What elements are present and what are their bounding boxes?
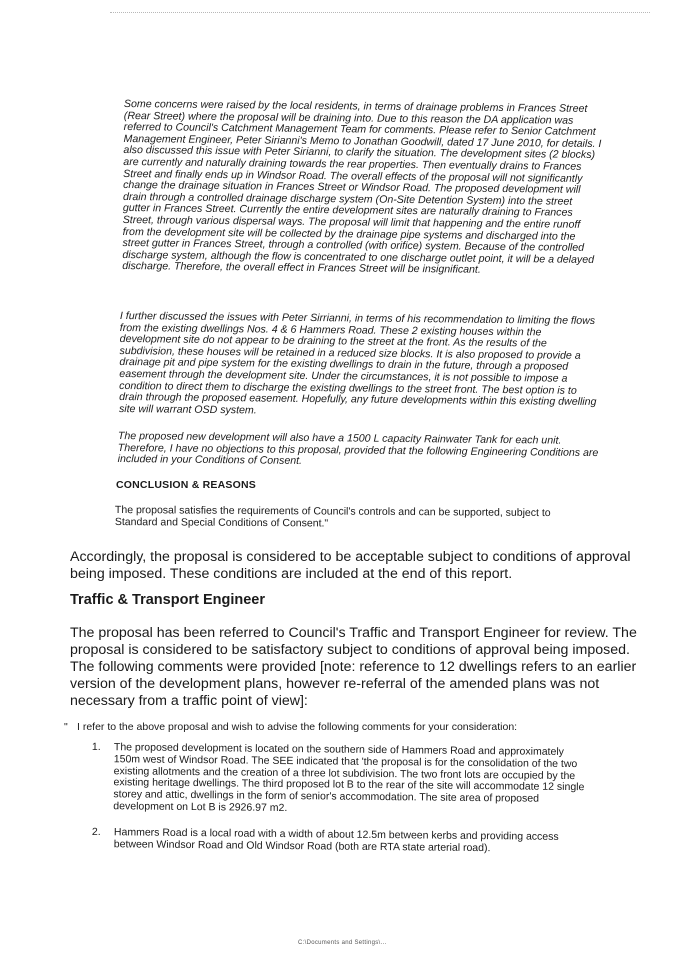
list-item [92, 827, 592, 856]
further-discussion-paragraph: I further discussed the issues with Peter Sirrianni, in terms of his recommendation to limiting the flows from the existing dwellings Nos. 4 & 6 Hammers Road. These 2 existing houses within the development site do not appear to be draining to the street at the front. As the results of the subdivision, these houses will be retained in a reduced size blocks. It is also proposed to provide a drainage pit and pipe system for the existing dwellings to drain in the future, through a proposed easement through the development site. Under the circumstances, it is not possible to impose a condition to direct them to discharge the existing dwellings to the street front. The best option is to drain through the proposed easement. Hopefully, any future developments within this existing dwelling site will warrant OSD system. [118, 310, 597, 417]
quote-intro-text: I refer to the above proposal and wish to advise the following comments for your consideration: [77, 721, 518, 733]
scan-top-edge [110, 12, 650, 14]
drainage-concerns-paragraph: Some concerns were raised by the local residents, in terms of drainage problems in Frances Street (Rear Street) where the proposal will be draining into. Due to this reason the DA application was referred to Council's Catchment Management Team for comments. Please refer to Senior Catchment Management Engineer, Peter Sirianni's Memo to Jonathan Goodwill, dated 17 June 2010, for details. I also discussed this issue with Peter Sirianni, to clarify the situation. The development sites (2 blocks) are currently and naturally draining towards the rear properties. Then eventually drains to Frances Street and finally ends up in Windsor Road. The overall effects of the proposal will not significantly change the drainage situation in Frances Street or Windsor Road. The proposed development will drain through a controlled drainage discharge system (On-Site Detention System) into the street gutter in Frances Street. Currently the entire development sites are naturally draining to Frances Street, through various dispersal ways. The proposal will limit that happening and the entire runoff from the development site will be collected by the drainage pipe systems and discharged into the street gutter in Frances Street, through a controlled (with orifice) system. Because of the controlled discharge system, although the flow is concentrated to one discharge outlet point, it will be a delayed discharge. Therefore, the overall effect in Frances Street will be insignificant. [122, 98, 602, 277]
list-item [91, 742, 592, 818]
traffic-section-heading: Traffic & Transport Engineer [70, 592, 265, 608]
accordingly-paragraph: Accordingly, the proposal is considered to be acceptable subject to conditions of approval being imposed. These conditions are included at the end of this report. [70, 549, 631, 582]
conclusion-heading: CONCLUSION & REASONS [116, 479, 256, 491]
list-item-text: The proposed development is located on the southern side of Hammers Road and approximately 150m west of Windsor Road. The SEE indicated that 'the proposal is for the consolidation of the two existing allotments and the creation of a three lot subdivision. The two front lots are occupied by the existing heritage dwellings. The third proposed lot B to the rear of the site will accommodate 12 single storey and attic, dwellings in the form of senior's accommodation. The site area of proposed development on Lot B is 2926.97 m2. [113, 741, 585, 815]
traffic-intro-paragraph: The proposal has been referred to Council's Traffic and Transport Engineer for review. The proposal is considered to be satisfactory subject to conditions of approval being imposed. The following comments were provided [note: reference to 12 dwellings refers to an earlier version of the development plans, however re-referral of the amended plans was not necessary from a traffic point of view]: [70, 625, 637, 709]
list-item-number: 1. [91, 741, 101, 754]
list-item-text: Hammers Road is a local road with a width of about 12.5m between kerbs and providing access between Windsor Road and Old Windsor Road (both are RTA state arterial road). [113, 826, 559, 854]
quote-intro-line [64, 721, 644, 733]
quote-mark: " [64, 721, 68, 733]
footer-file-path: C:\Documents and Settings\... [298, 940, 387, 946]
conclusion-paragraph: The proposal satisfies the requirements of Council's controls and can be supported, subject to Standard and Special Conditions of Consent." [114, 504, 551, 530]
list-item-number: 2. [91, 826, 101, 839]
rainwater-tank-paragraph: The proposed new development will also have a 1500 L capacity Rainwater Tank for each unit. Therefore, I have no objections to this proposal, provided that the following Engineering Conditions are included in your Conditions of Consent. [117, 430, 599, 468]
